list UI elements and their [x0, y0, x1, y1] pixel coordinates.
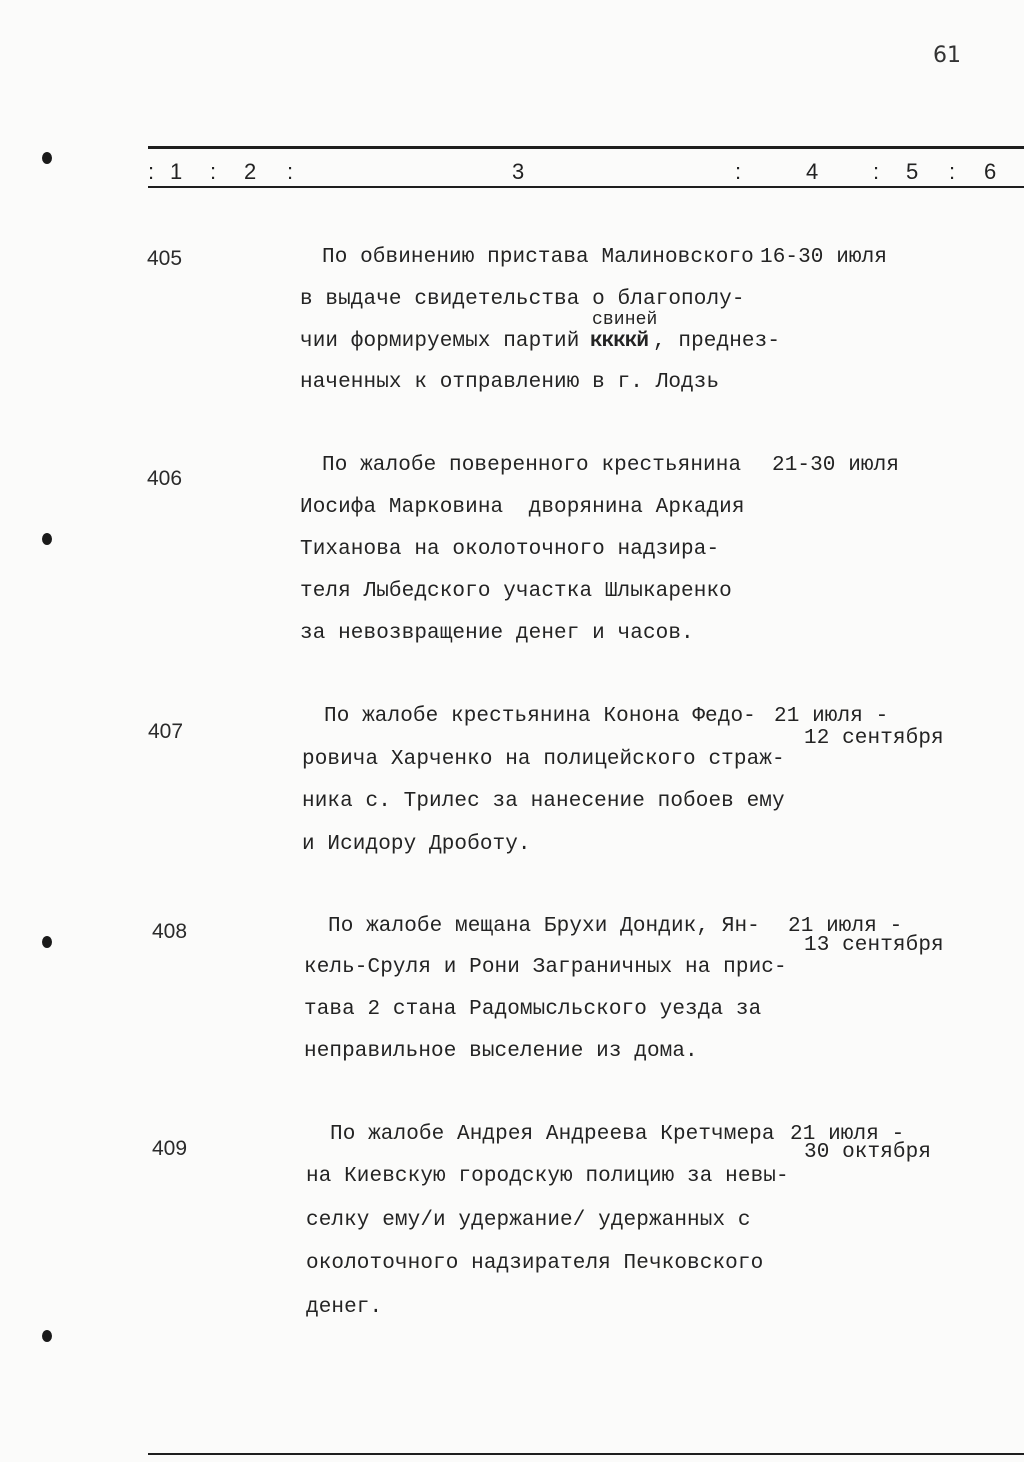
entry-text-line: в выдаче свидетельства о благополу-: [300, 288, 745, 311]
entry-date: 16-30 июля: [760, 246, 888, 269]
entry-text-line: ника с. Трилес за нанесение побоев ему: [302, 790, 785, 813]
entry-date: 21-30 июля: [772, 454, 900, 477]
header-top-rule: [148, 146, 1024, 149]
entry-date-from: 21 июля -: [790, 1123, 905, 1146]
page-bottom-rule: [148, 1453, 1024, 1455]
entry-text-line: околоточного надзирателя Печковского: [306, 1252, 764, 1275]
header-col-3: 3: [512, 159, 525, 184]
entry-text-line: По жалобе поверенного крестьянина: [322, 454, 742, 477]
entry-text-line: теля Лыбедского участка Шлыкаренко: [300, 580, 732, 603]
struck-out-word: ккккй: [590, 330, 649, 353]
header-col-2: 2: [244, 159, 257, 184]
punch-hole: [42, 936, 52, 948]
entry-date-to: 12 сентября: [804, 727, 944, 750]
entry-date-from: 21 июля -: [774, 705, 889, 728]
entry-text-line: Иосифа Марковина дворянина Аркадия: [300, 496, 745, 519]
header-col-4: 4: [806, 159, 819, 184]
entry-number: 409: [152, 1137, 188, 1160]
entry-number: 408: [152, 920, 188, 943]
punch-hole: [42, 533, 52, 545]
entry-number: 406: [147, 467, 183, 490]
punch-hole: [42, 1330, 52, 1342]
header-separator: :: [735, 159, 742, 184]
entry-text-line: денег.: [306, 1296, 383, 1319]
entry-text-line: за невозвращение денег и часов.: [300, 622, 694, 645]
entry-text-line: на Киевскую городскую полицию за невы-: [306, 1165, 789, 1188]
entry-text-line: , преднез-: [653, 330, 781, 353]
entry-text-line: Тиханова на околоточного надзира-: [300, 538, 720, 561]
header-col-1: 1: [170, 159, 183, 184]
header-separator: :: [949, 159, 956, 184]
entry-text-line: чии формируемых партий: [300, 330, 593, 353]
entry-date-to: 13 сентября: [804, 934, 944, 957]
handwritten-insertion: свиней: [592, 310, 658, 330]
header-bottom-rule: [148, 186, 1024, 188]
header-separator: :: [873, 159, 880, 184]
header-col-6: 6: [984, 159, 997, 184]
entry-text-line: По обвинению пристава Малиновского: [322, 246, 754, 269]
entry-date-from: 21 июля -: [788, 915, 903, 938]
entry-date-to: 30 октября: [804, 1141, 932, 1164]
header-col-5: 5: [906, 159, 919, 184]
header-separator: :: [210, 159, 217, 184]
entry-text-line: наченных к отправлению в г. Лодзь: [300, 371, 720, 394]
entry-text-line: тава 2 стана Радомысльского уезда за: [304, 998, 762, 1021]
entry-text-line: ровича Харченко на полицейского страж-: [302, 748, 785, 771]
entry-number: 405: [147, 247, 183, 270]
header-separator: :: [287, 159, 294, 184]
entry-text-line: По жалобе крестьянина Конона Федо-: [324, 705, 756, 728]
entry-number: 407: [148, 720, 184, 743]
header-separator: :: [148, 159, 155, 184]
entry-text-line: кель-Сруля и Рони Заграничных на прис-: [304, 956, 787, 979]
entry-text-line: По жалобе Андрея Андреева Кретчмера: [330, 1123, 775, 1146]
punch-hole: [42, 152, 52, 164]
entry-text-line: неправильное выселение из дома.: [304, 1040, 698, 1063]
entry-text-line: По жалобе мещана Брухи Дондик, Ян-: [328, 915, 760, 938]
entry-text-line: и Исидору Дроботу.: [302, 833, 531, 856]
entry-text-line: селку ему/и удержание/ удержанных с: [306, 1209, 751, 1232]
page-number: 61: [933, 43, 961, 68]
